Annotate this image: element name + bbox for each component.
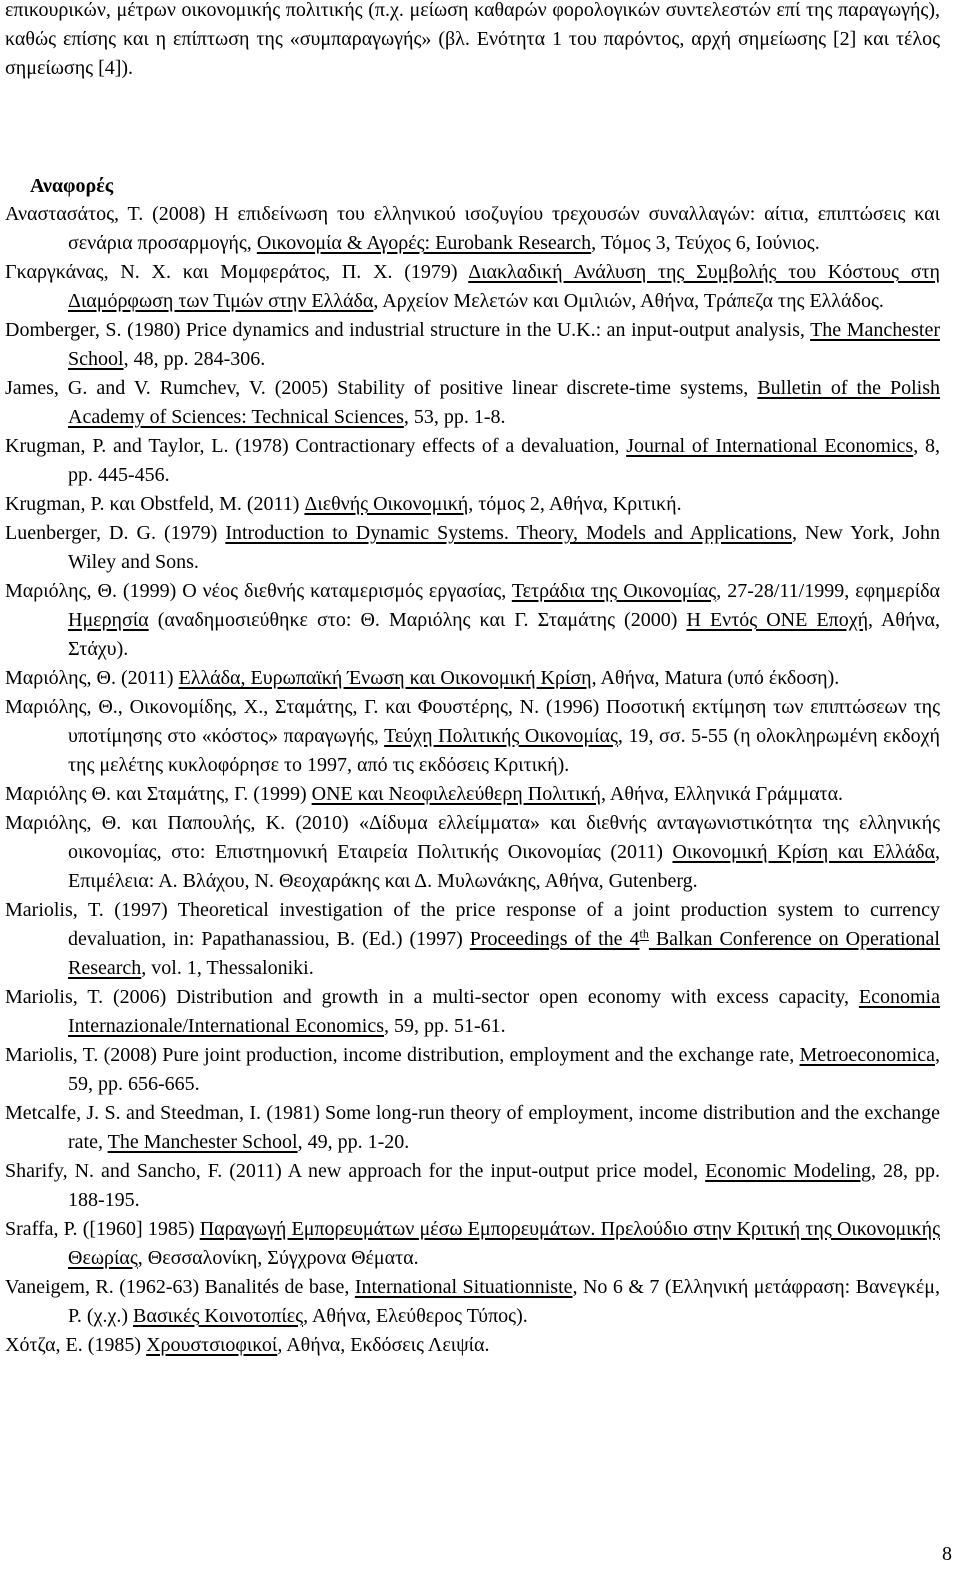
reference-title: Διεθνής Οικονομική [304, 493, 469, 515]
reference-item: Μαριόλης, Θ. (2011) Ελλάδα, Ευρωπαϊκή Ένωση και Οικονομική Κρίση, Αθήνα, Matura (υπό έκδοση). [5, 667, 840, 689]
reference-title: Οικονομική Κρίση και Ελλάδα [672, 841, 935, 863]
references-heading: Αναφορές [30, 175, 114, 197]
references-list [5, 200, 940, 1360]
reference-title: The Manchester School [68, 319, 941, 370]
reference-item: Luenberger, D. G. (1979) Introduction to Dynamic Systems. Theory, Models and Applications, New York, John Wiley and Sons. [5, 522, 941, 573]
reference-item: Αναστασάτος, Τ. (2008) Η επιδείνωση του ελληνικού ισοζυγίου τρεχουσών συναλλαγών: αίτια, επιπτώσεις και σενάρια προσαρμογής, Οικονομία & Αγορές: Eurobank Research, Τόμος 3, Τεύχος 6, Ιούνιος. [5, 203, 940, 254]
reference-title: Metroeconomica [799, 1044, 935, 1066]
reference-item: Krugman, P. and Taylor, L. (1978) Contractionary effects of a devaluation, Journal of International Economics, 8, pp. 445-456. [5, 435, 940, 486]
reference-title: Balkan Conference on Operational Research [68, 928, 940, 979]
reference-title: Η Εντός ΟΝΕ Εποχή [686, 609, 869, 631]
reference-title: Χρουστσιοφικοί [146, 1334, 278, 1356]
reference-title: International Situationniste [354, 1276, 573, 1298]
reference-item: Mariolis, T. (2006) Distribution and growth in a multi-sector open economy with excess capacity, Economia Internazionale/International Economics, 59, pp. 51-61. [5, 986, 940, 1037]
reference-title: Τεύχη Πολιτικής Οικονομίας [384, 725, 618, 747]
reference-item: Vaneigem, R. (1962-63) Banalités de base, International Situationniste, No 6 & 7 (Ελληνική μετάφραση: Βανεγκέμ, Ρ. (χ.χ.) Βασικές Κοινοτοπίες, Αθήνα, Ελεύθερος Τύπος). [5, 1276, 940, 1327]
reference-title: Παραγωγή Εμπορευμάτων μέσω Εμπορευμάτων. Πρελούδιο στην Κριτική της Οικονομικής Θεωρίας [68, 1218, 941, 1269]
reference-item: Μαριόλης, Θ. και Παπουλής, Κ. (2010) «Δίδυμα ελλείμματα» και διεθνής ανταγωνιστικότητα της ελληνικής οικονομίας, στο: Επιστημονική Εταιρεία Πολιτικής Οικονομίας (2011) Οικονομική Κρίση και Ελλάδα, Επιμέλεια: Α. Βλάχου, Ν. Θεοχαράκης και Δ. Μυλωνάκης, Αθήνα, Gutenberg. [5, 812, 940, 892]
reference-item: Μαριόλης, Θ., Οικονομίδης, Χ., Σταμάτης, Γ. και Φουστέρης, Ν. (1996) Ποσοτική εκτίμηση των επιπτώσεων της υποτίμησης στο «κόστος» παραγωγής, Τεύχη Πολιτικής Οικονομίας, 19, σσ. 5-55 (η ολοκληρωμένη εκδοχή της μελέτης κυκλοφόρησε το 1997, από τις εκδόσεις Κριτική). [5, 696, 940, 776]
page-number: 8 [942, 1543, 952, 1565]
reference-title: Economic Modeling [705, 1160, 872, 1182]
reference-item: Metcalfe, J. S. and Steedman, I. (1981) Some long-run theory of employment, income distribution and the exchange rate, The Manchester School, 49, pp. 1-20. [5, 1102, 940, 1153]
reference-title: Journal of International Economics [626, 435, 914, 457]
reference-item: Sraffa, P. ([1960] 1985) Παραγωγή Εμπορευμάτων μέσω Εμπορευμάτων. Πρελούδιο στην Κριτική της Οικονομικής Θεωρίας, Θεσσαλονίκη, Σύγχρονα Θέματα. [5, 1218, 941, 1269]
intro-paragraph: επικουρικών, μέτρων οικονομικής πολιτικής (π.χ. μείωση καθαρών φορολογικών συντελεστών επί της παραγωγής), καθώς επίσης και η επίπτωση της «συμπαραγωγής» (βλ. Ενότητα 1 του παρόντος, αρχή σημείωσης [2] και τέλος σημείωσης [4]). [5, 0, 940, 79]
reference-item: Γκαργκάνας, Ν. Χ. και Μομφεράτος, Π. Χ. (1979) Διακλαδική Ανάλυση της Συμβολής του Κόστους στη Διαμόρφωση των Τιμών στην Ελλάδα, Αρχείον Μελετών και Ομιλιών, Αθήνα, Τράπεζα της Ελλάδος. [5, 261, 941, 312]
reference-title: Proceedings of the 4 [469, 928, 640, 950]
reference-item: Sharify, N. and Sancho, F. (2011) A new approach for the input-output price model, Economic Modeling, 28, pp. 188-195. [5, 1160, 941, 1211]
reference-title: Ημερησία [68, 609, 149, 631]
reference-title: Economia Internazionale/International Economics [68, 986, 940, 1037]
reference-title: ΟΝΕ και Νεοφιλελεύθερη Πολιτική [311, 783, 601, 805]
reference-title: Introduction to Dynamic Systems. Theory, Models and Applications [225, 522, 793, 544]
reference-item: Mariolis, T. (2008) Pure joint production, income distribution, employment and the exchange rate, Metroeconomica, 59, pp. 656-665. [5, 1044, 940, 1095]
reference-item: Χότζα, Ε. (1985) Χρουστσιοφικοί, Αθήνα, Εκδόσεις Λειψία. [5, 1334, 490, 1356]
reference-item: Krugman, P. και Obstfeld, M. (2011) Διεθνής Οικονομική, τόμος 2, Αθήνα, Κριτική. [5, 493, 682, 515]
reference-item: James, G. and V. Rumchev, V. (2005) Stability of positive linear discrete-time systems, Bulletin of the Polish Academy of Sciences: Technical Sciences, 53, pp. 1-8. [5, 377, 940, 428]
superscript: th [639, 926, 649, 941]
reference-item: Mariolis, T. (1997) Theoretical investigation of the price response of a joint production system to currency devaluation, in: Papathanassiou, B. (Ed.) (1997) Proceedings of the 4th Balkan Conference on Operational Research, vol. 1, Thessaloniki. [5, 899, 940, 979]
reference-item: Μαριόλης Θ. και Σταμάτης, Γ. (1999) ΟΝΕ και Νεοφιλελεύθερη Πολιτική, Αθήνα, Ελληνικά Γράμματα. [5, 783, 844, 805]
reference-title: Οικονομία & Αγορές: Eurobank Research [256, 232, 592, 254]
reference-title: Βασικές Κοινοτοπίες [133, 1305, 304, 1327]
reference-title: Τετράδια της Οικονομίας [511, 580, 717, 602]
reference-title: Bulletin of the Polish Academy of Sciences: Technical Sciences [68, 377, 940, 428]
reference-title: Διακλαδική Ανάλυση της Συμβολής του Κόστους στη Διαμόρφωση των Τιμών στην Ελλάδα [68, 261, 941, 312]
reference-item: Domberger, S. (1980) Price dynamics and industrial structure in the U.K.: an input-output analysis, The Manchester School, 48, pp. 284-306. [5, 319, 941, 370]
reference-title: Ελλάδα, Ευρωπαϊκή Ένωση και Οικονομική Κρίση [178, 667, 592, 689]
reference-title: The Manchester School [107, 1131, 298, 1153]
reference-item: Μαριόλης, Θ. (1999) Ο νέος διεθνής καταμερισμός εργασίας, Τετράδια της Οικονομίας, 27-28/11/1999, εφημερίδα Ημερησία (αναδημοσιεύθηκε στο: Θ. Μαριόλης και Γ. Σταμάτης (2000) Η Εντός ΟΝΕ Εποχή, Αθήνα, Στάχυ). [5, 580, 940, 660]
